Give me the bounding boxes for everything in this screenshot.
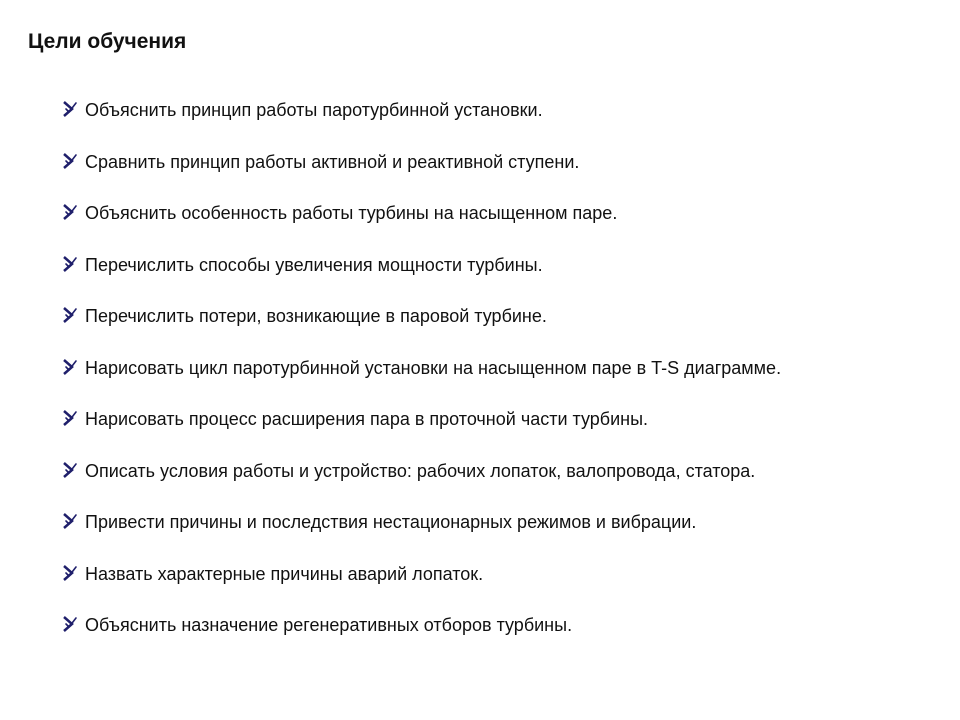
check-arrow-icon — [61, 304, 83, 326]
objective-text: Перечислить способы увеличения мощности турбины. — [85, 254, 543, 275]
check-arrow-icon — [61, 201, 83, 223]
check-arrow-icon — [61, 150, 83, 172]
objective-item — [61, 407, 781, 459]
check-arrow-icon — [61, 253, 83, 275]
objective-text: Нарисовать цикл паротурбинной установки на насыщенном паре в T-S диаграмме. — [85, 357, 782, 378]
objective-item — [61, 201, 781, 253]
objective-item — [61, 98, 781, 150]
objective-text: Перечислить потери, возникающие в паровой турбине. — [85, 306, 547, 326]
check-arrow-icon — [61, 562, 83, 584]
check-arrow-icon — [61, 98, 83, 120]
check-arrow-icon — [61, 407, 83, 429]
objective-text: Сравнить принцип работы активной и реактивной ступени. — [85, 151, 580, 172]
objective-text: Объяснить принцип работы паротурбинной установки. — [85, 100, 543, 120]
check-arrow-icon — [61, 459, 83, 481]
objective-item — [61, 562, 781, 614]
objective-item — [61, 150, 781, 202]
objective-text: Объяснить назначение регенеративных отборов турбины. — [85, 615, 573, 635]
objective-item — [61, 356, 781, 408]
slide-title: Цели обучения — [28, 30, 187, 53]
objective-item — [61, 459, 781, 511]
objective-text: Описать условия работы и устройство: рабочих лопаток, валопровода, статора. — [85, 460, 756, 481]
check-arrow-icon — [61, 613, 83, 635]
check-arrow-icon — [61, 356, 83, 378]
check-arrow-icon — [61, 510, 83, 532]
objective-text: Назвать характерные причины аварий лопаток. — [85, 563, 484, 584]
objectives-list — [61, 98, 781, 665]
objective-item — [61, 253, 781, 305]
objective-item — [61, 613, 781, 665]
objective-text: Нарисовать процесс расширения пара в проточной части турбины. — [85, 409, 649, 429]
objective-item — [61, 510, 781, 562]
objective-text: Объяснить особенность работы турбины на насыщенном паре. — [85, 203, 618, 223]
objective-text: Привести причины и последствия нестационарных режимов и вибрации. — [85, 512, 697, 532]
objective-item — [61, 304, 781, 356]
